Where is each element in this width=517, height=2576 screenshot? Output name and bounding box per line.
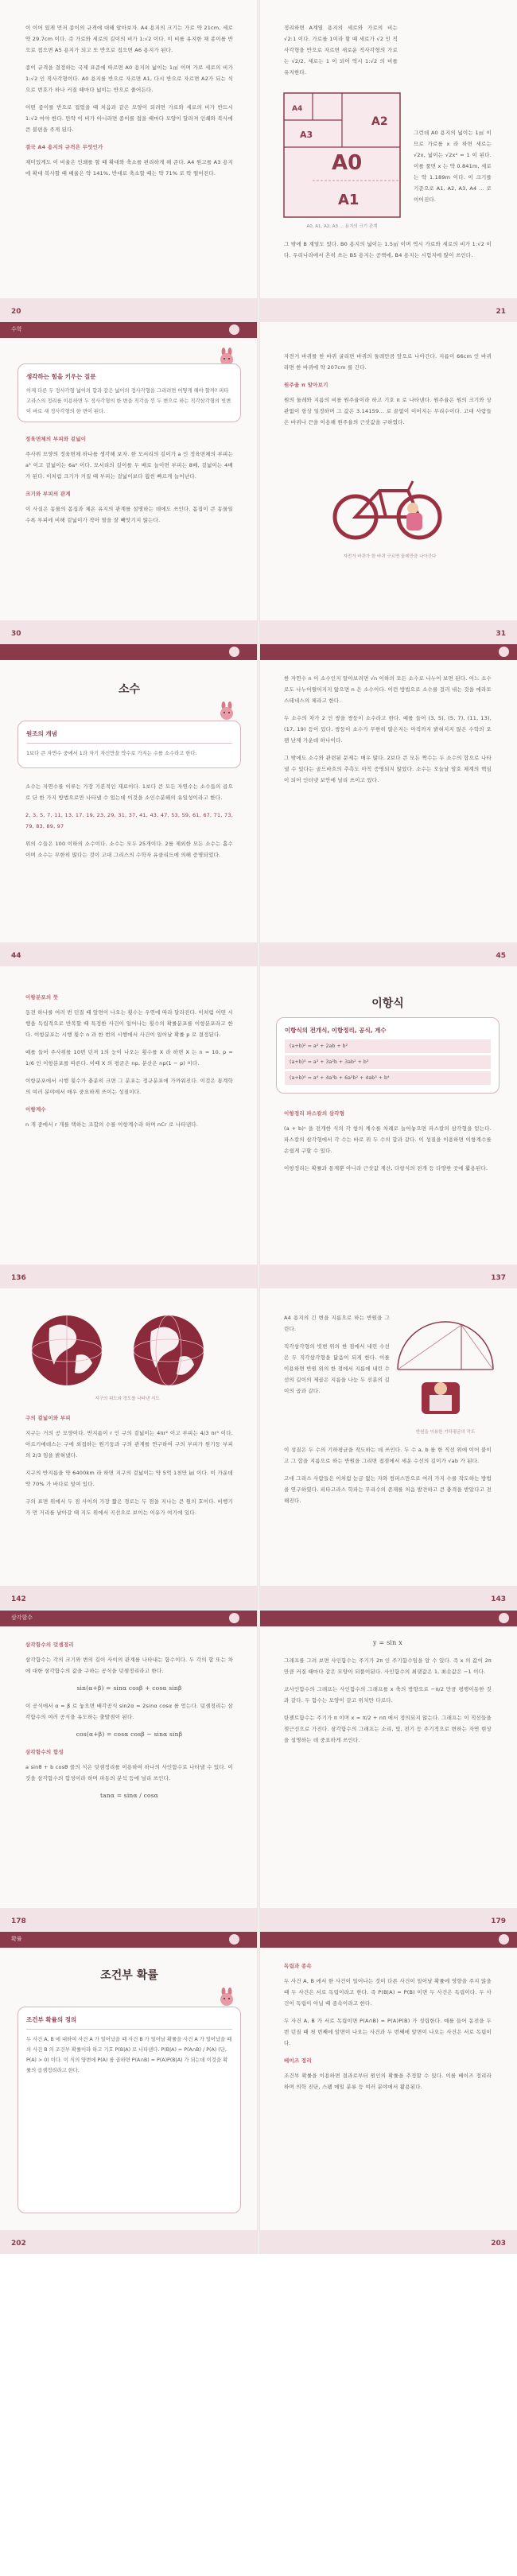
paragraph: 예를 들어 주사위를 10번 던져 1의 눈이 나오는 횟수를 X 라 하면 X 는 n = 10, p = 1/6 인 이항분포를 따른다. 이때 X 의 평균은 np, 분산은 np(1 − p) 이다. [25, 1048, 233, 1067]
body-text [284, 351, 492, 434]
page-left [0, 0, 258, 322]
page-right [258, 322, 517, 644]
section-label: 수학 [11, 325, 22, 332]
paragraph: n 개 중에서 r 개를 택하는 조합의 수를 이항계수라 하며 nCr 로 나타낸다. [25, 1121, 199, 1128]
header-bar [0, 644, 258, 660]
box-text: 1보다 큰 자연수 중에서 1과 자기 자신만을 약수로 가지는 수를 소수라고 한다. [26, 750, 197, 756]
paragraph: 지구의 반지름을 약 6400km 라 하면 지구의 겉넓이는 약 5억 1천만 ㎢ 이다. 이 가운데 약 70% 가 바다로 덮여 있다. [25, 1469, 233, 1487]
formula-box [276, 1017, 500, 1094]
body-text [284, 22, 398, 84]
paragraph: 이항정리는 확률과 통계뿐 아니라 근삿값 계산, 다항식의 전개 등 다양한 곳에 활용된다. [284, 1164, 488, 1171]
page-number: 21 [496, 307, 506, 316]
formula-row: (a+b)³ = a³ + 3a²b + 3ab² + b³ [285, 1055, 491, 1069]
page-right [258, 0, 517, 322]
box-text: 두 사건 A, B 에 대하여 사건 A 가 일어났을 때 사건 B 가 일어날 확률을 사건 A 가 일어났을 때의 사건 B 의 조건부 확률이라 하고 기호 P(B|A) 로 나타낸다. P(B|A) = P(A∩B) / P(A) (단, P(A) > 0) 이다. 이 식의 양변에 P(A) 를 곱하면 P(A∩B) = P(A)P(B|A) 가 되는데 이것을 확률의 곱셈정리라고 한다. [26, 2037, 232, 2074]
footer-bar [0, 1586, 258, 1610]
label-a0: A0 [332, 151, 363, 175]
body-text-side [414, 127, 492, 212]
gutter [257, 322, 260, 644]
blank-bottom-area [0, 2254, 517, 2576]
body-text [284, 1106, 492, 1180]
footer-bar [258, 1265, 517, 1288]
footer-bar [258, 620, 517, 644]
header-bar [258, 1610, 517, 1626]
box-heading: 생각하는 힘을 키우는 질문 [26, 372, 96, 380]
figure-caption: 자전거 바퀴가 한 바퀴 구르면 둘레만큼 나아간다 [343, 554, 437, 559]
label-a3: A3 [300, 130, 313, 140]
gutter [257, 1288, 260, 1610]
subtitle: 이항계수 [25, 1105, 46, 1113]
paragraph: 두 사건 A, B 가 서로 독립이면 P(A∩B) = P(A)P(B) 가 성립한다. 예를 들어 동전을 두 번 던질 때 첫 번째에 앞면이 나오는 사건과 두 번째에 앞면이 나오는 사건은 서로 독립이다. [284, 2018, 492, 2047]
page-number: 179 [491, 1917, 506, 1926]
subtitle: 정육면체의 부피와 겉넓이 [25, 435, 87, 442]
box-heading: 원조의 개념 [26, 729, 57, 737]
body-text [25, 1638, 233, 1808]
footer-bar [258, 942, 517, 966]
figure-caption: 지구의 위도와 경도를 나타낸 지도 [95, 1396, 160, 1401]
page-number: 31 [496, 629, 506, 638]
page-number: 142 [11, 1595, 26, 1604]
paragraph: 주사위 모양의 정육면체 하나를 생각해 보자. 한 모서리의 길이가 a 인 정육면체의 부피는 a³ 이고 겉넓이는 6a² 이다. 모서리의 길이를 두 배로 늘이면 부피는 8배, 겉넓이는 4배가 된다. 이처럼 크기가 커질 때 부피는 겉넓이보다 훨씬 빠르게 늘어난다. [25, 450, 233, 480]
box-heading: 이항식의 전개식, 이항정리, 공식, 계수 [285, 1026, 387, 1034]
footer-bar [0, 1908, 258, 1932]
subtitle: 크기와 부피의 관계 [25, 490, 71, 497]
paragraph: 이 사실은 동물의 몸집과 체온 유지의 관계를 설명하는 데에도 쓰인다. 몸집이 큰 동물일수록 부피에 비해 겉넓이가 작아 열을 잘 빼앗기지 않는다. [25, 505, 233, 523]
paragraph: 두 소수의 차가 2 인 쌍을 쌍둥이 소수라고 한다. 예를 들어 (3, 5), (5, 7), (11, 13), (17, 19) 등이 있다. 쌍둥이 소수가 무한히 많은지는 아직까지 밝혀지지 않은 수학의 오랜 난제 가운데 하나이다. [284, 714, 492, 744]
gutter [257, 0, 260, 322]
page-right [258, 1610, 517, 1933]
subtitle: 원주율 π 알아보기 [284, 381, 328, 388]
divider [26, 2029, 232, 2030]
label-a4: A4 [292, 105, 303, 113]
subtitle: 베이즈 정리 [284, 2057, 312, 2065]
paragraph: (a + b)ⁿ 을 전개한 식의 각 항의 계수를 차례로 늘어놓으면 파스칼의 삼각형을 얻는다. 파스칼의 삼각형에서 각 수는 바로 위 두 수의 합과 같다. 이 성질을 이용하면 이항계수를 손쉽게 구할 수 있다. [284, 1125, 492, 1154]
paragraph: 삼각함수는 각의 크기와 변의 길이 사이의 관계를 나타내는 함수이다. 두 각의 합 또는 차에 대한 삼각함수의 값을 구하는 공식을 덧셈정리라고 한다. [25, 1656, 233, 1674]
paragraph: 두 사건 A, B 에서 한 사건이 일어나는 것이 다른 사건이 일어날 확률에 영향을 주지 않을 때 두 사건은 서로 독립이라고 한다. 즉 P(B|A) = P(B) 이면 두 사건은 독립이다. 두 사건이 독립이 아닐 때 종속이라고 한다. [284, 1978, 492, 2007]
paragraph: 그 밖에도 소수와 관련된 문제는 매우 많다. 2보다 큰 모든 짝수는 두 소수의 합으로 나타낼 수 있다는 골드바흐의 추측도 아직 증명되지 않았다. 소수는 오늘날 암호 체계의 핵심이 되어 인터넷 보안에 널리 쓰이고 있다. [284, 754, 492, 783]
paragraph: 그 밖에 B 계열도 있다. B0 용지의 넓이는 1.5㎡ 이며 역시 가로와 세로의 비가 1:√2 이다. 우리나라에서 흔히 쓰는 B5 용지는 공책에, B4 용지는 시험지에 많이 쓰인다. [284, 241, 492, 258]
formula: cos(α+β) = cosα cosβ − sinα sinβ [76, 1730, 183, 1738]
paragraph: 이 공식에서 α = β 로 놓으면 배각공식 sin2α = 2sinα cosα 를 얻는다. 덧셈정리는 삼각함수의 여러 공식을 유도하는 출발점이 된다. [25, 1702, 233, 1720]
spread-7 [0, 1932, 517, 2254]
paragraph: 지구는 거의 공 모양이다. 반지름이 r 인 구의 겉넓이는 4πr² 이고 부피는 4/3 πr³ 이다. 아르키메데스는 구에 외접하는 원기둥과 구의 관계를 연구하여 구의 부피가 원기둥 부피의 2/3 임을 밝혀냈다. [25, 1429, 233, 1459]
mascot-icon [499, 1934, 509, 1945]
footer-bar [258, 298, 517, 322]
rabbit-mascot-icon [216, 1987, 237, 2008]
page-number: 137 [491, 1273, 506, 1282]
chapter-title: 조건부 확률 [100, 1969, 158, 1983]
paragraph: 동전 하나를 여러 번 던질 때 앞면이 나오는 횟수는 우연에 따라 달라진다. 이처럼 어떤 시행을 독립적으로 반복할 때 특정한 사건이 일어나는 횟수의 확률분포를 이항분포라고 한다. 이항분포는 시행 횟수 n 과 한 번의 시행에서 사건이 일어날 확률 p 로 결정된다. [25, 1008, 233, 1038]
paragraph: 직각삼각형의 빗변 위의 한 점에서 내린 수선은 두 직각삼각형을 닮음이 되게 한다. 이를 이용하면 반원 위의 한 점에서 지름에 내린 수선의 길이의 제곱은 지름을 나눈 두 선분의 길이의 곱과 같다. [284, 1342, 390, 1394]
body-text [25, 1411, 233, 1525]
gutter [257, 1932, 260, 2254]
footer-bar [258, 1586, 517, 1610]
paragraph: 이 이어 있게 먼저 종이의 규격에 대해 알아보자. A4 용지의 크기는 가로 약 21cm, 세로 약 29.7cm 이다. 즉 가로와 세로의 길이의 비가 1:√2 이다. 이 비를 유지한 채 종이를 반으로 접으면 A5 용지가 되고 또 반으로 접으면 A6 용지가 된다. [25, 25, 233, 53]
gutter [257, 644, 260, 966]
mascot-icon [499, 647, 509, 657]
paragraph: 재미있게도 이 비율은 인쇄를 할 때 확대와 축소를 편리하게 해 준다. A4 원고를 A3 용지에 확대 복사할 때 배율은 약 141%, 반대로 축소할 때는 약 71% 로 딱 떨어진다. [25, 159, 233, 177]
page-number: 44 [11, 951, 21, 960]
body-text [284, 239, 492, 267]
paragraph: 소수는 자연수를 이루는 가장 기본적인 재료이다. 1보다 큰 모든 자연수는 소수들의 곱으로 단 한 가지 방법으로만 나타낼 수 있는데 이것을 소인수분해의 유일성이라고 한다. [25, 783, 233, 801]
paragraph: 그래프를 그려 보면 사인함수는 주기가 2π 인 주기함수임을 알 수 있다. 즉 x 의 값이 2π 만큼 커질 때마다 같은 모양이 되풀이된다. 사인함수의 최댓값은 1, 최솟값은 −1 이다. [284, 1657, 492, 1675]
mascot-icon [229, 1934, 239, 1945]
formula-row: (a+b)² = a² + 2ab + b² [285, 1039, 491, 1053]
subtitle: 구의 겉넓이와 부피 [25, 1414, 71, 1421]
paragraph: 종이 규격을 결정하는 국제 표준에 따르면 A0 용지의 넓이는 1㎡ 이며 가로 세로의 비가 1:√2 인 직사각형이다. A0 용지를 반으로 자르면 A1, 다시 반으로 자르면 A2가 되는 식으로 번호가 하나 커질 때마다 넓이는 반으로 줄어든다. [25, 64, 233, 93]
page-left [0, 1610, 258, 1933]
page-left [0, 322, 258, 644]
figure-caption: 반원을 이용한 기하평균의 작도 [415, 1429, 476, 1435]
paragraph: 위의 수들은 100 이하의 소수이다. 소수는 모두 25개이다. 2를 제외한 모든 소수는 홀수이며 소수는 무한히 많다는 것이 고대 그리스의 수학자 유클리드에 의해 증명되었다. [25, 840, 233, 858]
semicircle-figure [390, 1306, 501, 1425]
gutter [257, 1610, 260, 1933]
mascot-icon [229, 324, 239, 335]
footer-bar [0, 620, 258, 644]
box-text: 이제 다른 두 정사각형 넓이의 합과 같은 넓이의 정사각형을 그리려면 어떻게 해야 할까? 피타고라스의 정리를 이용하면 두 정사각형의 한 변을 직각을 낀 두 변으로 하는 직각삼각형의 빗변이 바로 새 정사각형의 한 변이 된다. [26, 387, 231, 414]
chapter-title: 이항식 [371, 997, 404, 1010]
page-number: 45 [496, 951, 506, 960]
page-right [258, 966, 517, 1288]
mascot-icon [229, 647, 239, 657]
label-a1: A1 [338, 192, 360, 208]
subtitle: 삼각함수의 합성 [25, 1748, 64, 1755]
formula: y = sin x [373, 1638, 402, 1646]
mascot-icon [499, 1613, 509, 1623]
body-text [284, 673, 492, 792]
header-bar [0, 1932, 258, 1948]
paragraph: 탄젠트함수는 주기가 π 이며 x = π/2 + nπ 에서 정의되지 않는다. 그래프는 이 직선들을 점근선으로 가진다. 삼각함수의 그래프는 소리, 빛, 전기 등 주기적으로 변하는 자연 현상을 설명하는 데 중요하게 쓰인다. [284, 1714, 492, 1743]
subtitle: 독립과 종속 [284, 1963, 312, 1970]
paragraph: A4 용지의 긴 변을 지름으로 하는 반원을 그린다. [284, 1314, 390, 1332]
subtitle: 이항정리 파스칼의 삼각형 [284, 1109, 345, 1117]
subtitle: 결국 A4 용지의 규격은 무엇인가 [25, 144, 103, 150]
page-number: 136 [11, 1273, 26, 1282]
page-left [0, 966, 258, 1288]
spread-2 [0, 322, 517, 644]
page-left [0, 1288, 258, 1610]
body-text [284, 1959, 492, 2099]
footer-bar [0, 2230, 258, 2254]
page-number: 203 [491, 2240, 506, 2248]
body-text-side [284, 1312, 390, 1403]
bicycle-illustration [330, 473, 449, 545]
spread-6 [0, 1610, 517, 1933]
body-text [284, 1638, 492, 1752]
box-heading: 조건부 확률의 정의 [26, 2016, 77, 2024]
section-label: 확률 [11, 1936, 22, 1943]
section-label: 삼각함수 [11, 1614, 33, 1621]
header-bar [0, 322, 258, 338]
paragraph: 고대 그리스 사람들은 이처럼 눈금 없는 자와 컴퍼스만으로 여러 가지 수를 작도하는 방법을 연구하였다. 피타고라스 학파는 무리수의 존재를 처음 발견하고 큰 충격을 받았다고 전해진다. [284, 1474, 492, 1504]
page-right [258, 1932, 517, 2254]
spread-5 [0, 1288, 517, 1610]
paragraph: 정리하면 A계열 용지의 세로와 가로의 비는 √2:1 이다. 가로를 1이라 할 때 세로가 √2 인 직사각형을 반으로 자르면 새로운 직사각형의 가로는 √2/2, 세로는 1 이 되어 역시 1:√2 의 비를 유지한다. [284, 25, 398, 76]
footer-bar [0, 298, 258, 322]
page-left [0, 644, 258, 966]
page-left [0, 1932, 258, 2254]
question-box [17, 363, 241, 422]
footer-bar [0, 1265, 258, 1288]
paragraph: 어떤 종이를 반으로 접었을 때 처음과 같은 모양이 되려면 가로와 세로의 비가 반드시 1:√2 여야 한다. 만약 이 비가 아니라면 종이를 접을 때마다 모양이 달라져 인쇄와 복사에 큰 불편을 주게 된다. [25, 104, 233, 133]
page-number: 30 [11, 629, 21, 638]
paragraph: 원의 둘레와 지름의 비를 원주율이라 하고 기호 π 로 나타낸다. 원주율은 원의 크기와 상관없이 항상 일정하며 그 값은 3.14159... 로 끝없이 이어지는 무리수이다. 고대 사람들은 바퀴나 끈을 이용해 원주율의 근삿값을 구하였다. [284, 396, 492, 425]
header-bar [0, 1610, 258, 1626]
page-number: 202 [11, 2240, 26, 2248]
page-number: 178 [11, 1917, 26, 1926]
paragraph: 이 성질은 두 수의 기하평균을 작도하는 데 쓰인다. 두 수 a, b 를 한 직선 위에 이어 붙이고 그 합을 지름으로 하는 반원을 그리면 접점에서 세운 수선의 길이가 √ab 가 된다. [284, 1446, 492, 1464]
paragraph: 이항분포에서 시행 횟수가 충분히 크면 그 분포는 정규분포에 가까워진다. 이것은 통계학의 여러 분야에서 매우 중요하게 쓰이는 성질이다. [25, 1077, 233, 1095]
page-number: 20 [11, 307, 21, 316]
header-bar [258, 1932, 517, 1948]
definition-box [17, 2007, 241, 2213]
paragraph: a sinθ + b cosθ 꼴의 식은 덧셈정리를 이용하여 하나의 사인함수로 나타낼 수 있다. 이것을 삼각함수의 합성이라 하며 파동의 분석 등에 널리 쓰인다. [25, 1763, 233, 1781]
globe-illustrations [17, 1304, 240, 1392]
paragraph: 그런데 A0 용지의 넓이는 1㎡ 이므로 가로를 x 라 하면 세로는 √2x, 넓이는 √2x² = 1 이 된다. 이를 풀면 x 는 약 0.841m, 세로는 약 1.189m 이다. 이 크기를 기준으로 A1, A2, A3, A4 ... 로 이어진다. [414, 130, 492, 203]
footer-bar [258, 1908, 517, 1932]
paper-size-figure [282, 91, 402, 219]
footer-bar [258, 2230, 517, 2254]
divider [26, 743, 232, 744]
body-text [25, 781, 233, 867]
page-right [258, 644, 517, 966]
paragraph: 조건부 확률을 이용하면 결과로부터 원인의 확률을 추정할 수 있다. 이를 베이즈 정리라 하며 의학 진단, 스팸 메일 분류 등 여러 분야에서 활용된다. [284, 2073, 492, 2091]
paragraph: 자전거 바퀴를 한 바퀴 굴리면 바퀴의 둘레만큼 앞으로 나아간다. 지름이 66cm 인 바퀴라면 한 바퀴에 약 207cm 를 간다. [284, 352, 492, 371]
chapter-title: 소수 [118, 682, 141, 696]
body-text [25, 990, 233, 1136]
subtitle: 이항분포의 뜻 [25, 993, 59, 1000]
formula: sin(α+β) = sinα cosβ + cosα sinβ [76, 1684, 182, 1692]
footer-bar [0, 942, 258, 966]
paragraph: 구의 표면 위에서 두 점 사이의 가장 짧은 경로는 두 점을 지나는 큰 원의 호이다. 비행기가 먼 거리를 날아갈 때 지도 위에서 곡선으로 보이는 이유가 여기에 있다. [25, 1498, 233, 1516]
definition-box [17, 721, 241, 768]
body-text [25, 22, 233, 185]
rabbit-mascot-icon [216, 701, 237, 722]
paragraph: 한 자연수 n 이 소수인지 알아보려면 √n 이하의 모든 소수로 나누어 보면 된다. 어느 소수로도 나누어떨어지지 않으면 n 은 소수이다. 이런 방법으로 소수를 걸러 내는 것을 에라토스테네스의 체라고 한다. [284, 674, 492, 704]
body-text [284, 1444, 492, 1513]
subtitle: 삼각함수의 덧셈정리 [25, 1641, 74, 1648]
spread-3 [0, 644, 517, 966]
gutter [257, 966, 260, 1288]
formula: tanα = sinα / cosα [99, 1791, 159, 1799]
formula-row: (a+b)⁴ = a⁴ + 4a³b + 6a²b² + 4ab³ + b⁴ [285, 1071, 491, 1085]
label-a2: A2 [371, 115, 388, 128]
header-bar [258, 644, 517, 660]
spread-4 [0, 966, 517, 1288]
prime-list: 2, 3, 5, 7, 11, 13, 17, 19, 23, 29, 31, 37, 41, 43, 47, 53, 59, 61, 67, 71, 73, 79, 83, 89, 97 [25, 811, 233, 830]
mascot-icon [229, 1613, 239, 1623]
page-number: 143 [491, 1595, 506, 1604]
paragraph: 코사인함수의 그래프는 사인함수의 그래프를 x 축의 방향으로 −π/2 만큼 평행이동한 것과 같다. 두 함수는 모양이 같고 위치만 다르다. [284, 1685, 492, 1704]
spread-1 [0, 0, 517, 322]
figure-caption: A0, A1, A2, A3 ... 용지의 크기 관계 [306, 224, 378, 229]
body-text [25, 432, 233, 532]
page-right [258, 1288, 517, 1610]
